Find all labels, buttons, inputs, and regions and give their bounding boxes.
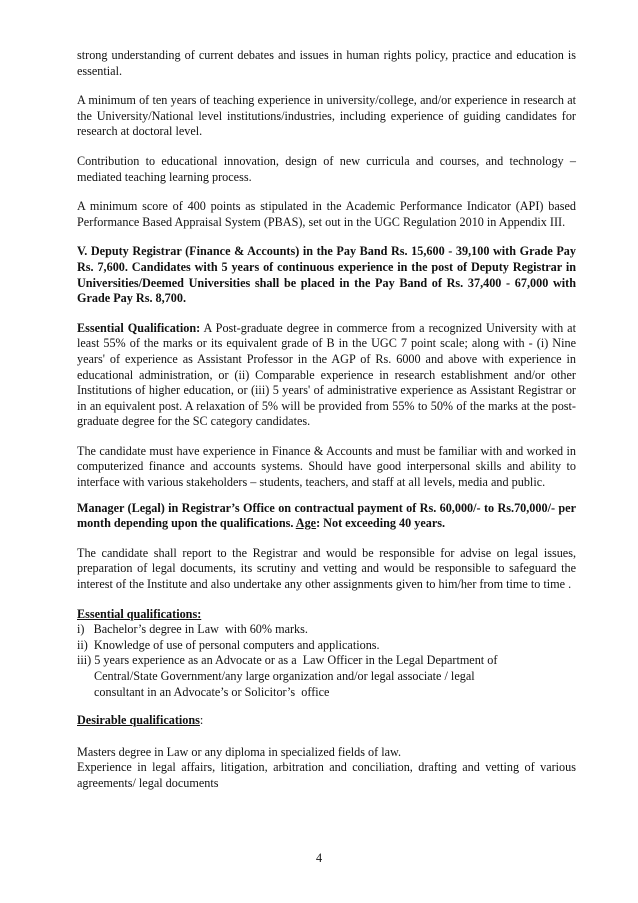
heading-manager-legal [77, 501, 576, 532]
age-text: : Not exceeding 40 years. [316, 516, 446, 531]
essential-qualifications-list [77, 622, 576, 700]
manager-legal-title: Manager (Legal) in Registrar’s Office on contractual payment of Rs. 60,000/- to Rs.70,000/- per month depending upon the qualifications. [77, 500, 576, 531]
paragraph-human-rights: strong understanding of current debates and issues in human rights policy, practice and education is essential. [77, 48, 576, 78]
desirable-qualifications-text [77, 745, 576, 792]
list-item-continuation: consultant in an Advocate’s or Solicitor’s office [94, 684, 330, 699]
paragraph-finance-experience: The candidate must have experience in Finance & Accounts and must be familiar with and worked in computerized finance and accounts systems. Should have good interpersonal skills and ability to interface with various stakeholders – students, teachers, and staff at all levels, media and public. [77, 443, 576, 490]
list-item: ii) Knowledge of use of personal computers and applications. [77, 637, 380, 652]
desirable-line: Experience in legal affairs, litigation, arbitration and conciliation, drafting and vetting of various agreements/ legal documents [77, 760, 576, 790]
essential-qualification-label: Essential Qualification: [77, 320, 201, 335]
desirable-qualifications-heading: Desirable qualifications [77, 713, 200, 728]
essential-qualification-text: A Post-graduate degree in commerce from a recognized University with at least 55% of the marks or its equivalent grade of B in the UGC 7 point scale; along with - (i) Nine years' of experience as Assistant Professor in the AGP of Rs. 6000 and above with experience in educational administration, or (ii) Comparable experience in research establishment and/or other Institutions of higher education, or (iii) 5 years' of administrative experience as Assistant Registrar or in an equivalent post. A relaxation of 5% will be provided from 55% to 50% of the marks at the post-graduate degree for the SC category candidates. [77, 320, 576, 429]
document-page [77, 48, 576, 792]
heading-deputy-registrar: V. Deputy Registrar (Finance & Accounts) in the Pay Band Rs. 15,600 - 39,100 with Grade Pay Rs. 7,600. Candidates with 5 years of continuous experience in the post of Deputy Registrar in Universities/Deemed Universities shall be placed in the Pay Band of Rs. 37,400 - 67,000 with Grade Pay Rs. 8,700. [77, 244, 576, 306]
list-item: iii) 5 years experience as an Advocate or as a Law Officer in the Legal Department of [77, 653, 498, 668]
essential-qualifications-heading: Essential qualifications: [77, 606, 202, 621]
desirable-qualifications-heading-line [77, 713, 576, 729]
paragraph-educational-innovation: Contribution to educational innovation, design of new curricula and courses, and technology – mediated teaching learning process. [77, 153, 576, 184]
paragraph-api-score: A minimum score of 400 points as stipulated in the Academic Performance Indicator (API) based Performance Based Appraisal System (PBAS), set out in the UGC Regulation 2010 in Appendix III. [77, 199, 576, 229]
paragraph-legal-responsibilities: The candidate shall report to the Registrar and would be responsible for advise on legal issues, preparation of legal documents, its scrutiny and vetting and would be responsible to safeguard the interest of the Institute and also undertake any other assignments given to him/her from time to time . [77, 545, 576, 592]
page-number: 4 [315, 851, 323, 865]
desirable-line: Masters degree in Law or any diploma in specialized fields of law. [77, 744, 402, 759]
paragraph-teaching-experience: A minimum of ten years of teaching experience in university/college, and/or experience in research at the University/National level institutions/industries, including experience of guiding candidates for research at doctoral level. [77, 93, 576, 139]
desirable-colon: : [199, 713, 204, 728]
paragraph-essential-qualification [77, 321, 576, 430]
age-label: Age [295, 516, 317, 531]
list-item-continuation: Central/State Government/any large organization and/or legal associate / legal [94, 669, 475, 683]
list-item: i) Bachelor’s degree in Law with 60% marks. [77, 622, 308, 637]
